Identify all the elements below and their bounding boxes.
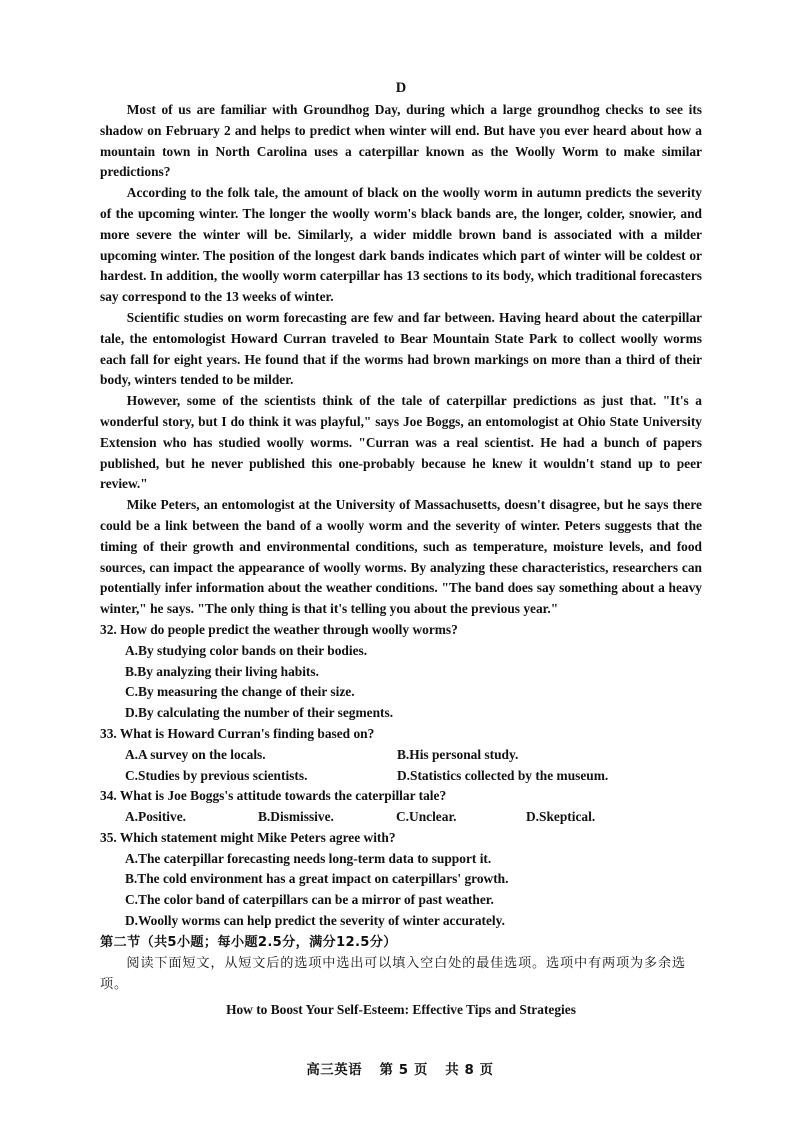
question-stem: 34. What is Joe Boggs's attitude towards the caterpillar tale?	[100, 788, 447, 804]
exam-page	[100, 78, 702, 1020]
passage-paragraph-2: According to the folk tale, the amount of black on the woolly worm in autumn predicts the severity of the upcoming winter. The longer the woolly worm's black bands are, the longer, colder, snowier, and more severe the winter will be. Similarly, a wider middle brown band is associated with a milder upcoming winter. The position of the longest dark bands indicates which part of winter will be coldest or hardest. In addition, the woolly worm caterpillar has 13 sections to its body, which traditional forecasters say correspond to the 13 weeks of winter.	[100, 185, 702, 305]
option-b: B.By analyzing their living habits.	[125, 663, 319, 679]
passage-paragraph-5: Mike Peters, an entomologist at the University of Massachusetts, doesn't disagree, but he says there could be a link between the band of a woolly worm and the severity of winter. Peters suggests that the timing of their growth and environmental conditions, such as temperature, moisture levels, and food sources, can impact the appearance of woolly worms. By analyzing these characteristics, researchers can potentially infer information about the weather conditions. "The band does say something about a heavy winter," he says. "The only thing is that it's telling you about the previous year."	[100, 497, 702, 617]
question-stem: 33. What is Howard Curran's finding based on?	[100, 725, 375, 741]
option-grid	[100, 807, 702, 828]
passage-paragraph-3: Scientific studies on worm forecasting are few and far between. Having heard about the caterpillar tale, the entomologist Howard Curran traveled to Bear Mountain State Park to collect woolly worms each fall for eight years. He found that if the worms had brown markings on more than a third of their body, winters tended to be milder.	[100, 309, 702, 388]
part2-instruction: 阅读下面短文，从短文后的选项中选出可以填入空白处的最佳选项。选项中有两项为多余选项。	[100, 955, 686, 992]
option-a: A.Positive.	[125, 809, 186, 825]
passage-paragraph-4: However, some of the scientists think of the tale of caterpillar predictions as just that. "It's a wonderful story, but I do think it was playful," says Joe Boggs, an entomologist at Ohio State University Extension who has studied woolly worms. "Curran was a real scientist. He had a bunch of papers published, but he never published this one-probably because he knew it wouldn't stand up to peer review."	[100, 393, 702, 492]
question-stem: 32. How do people predict the weather through woolly worms?	[100, 621, 458, 637]
option-b: B.The cold environment has a great impact on caterpillars' growth.	[125, 871, 509, 887]
option-d: D.Woolly worms can help predict the severity of winter accurately.	[125, 913, 505, 929]
option-list	[100, 849, 702, 932]
footer-subject: 高三英语	[306, 1063, 363, 1078]
option-grid	[100, 745, 702, 787]
option-list	[100, 641, 702, 724]
question-stem: 35. Which statement might Mike Peters agree with?	[100, 829, 396, 845]
option-d: D.By calculating the number of their segments.	[125, 705, 394, 721]
option-a: A.A survey on the locals.	[125, 746, 266, 762]
footer-total-pages: 共 8 页	[445, 1063, 494, 1078]
page-footer	[0, 1059, 800, 1078]
option-b: B.His personal study.	[397, 746, 519, 762]
option-d: D.Skeptical.	[526, 809, 596, 825]
option-c: C.Unclear.	[396, 809, 457, 825]
footer-page-number: 第 5 页	[379, 1063, 428, 1078]
option-b: B.Dismissive.	[258, 809, 334, 825]
part2-heading: 第二节（共5小题；每小题2.5分，满分12.5分）	[100, 934, 397, 950]
passage-paragraph-1: Most of us are familiar with Groundhog Day, during which a large groundhog checks to see its shadow on February 2 and helps to predict when winter will end. But have you ever heard about how a mountain town in North Carolina uses a caterpillar known as the Woolly Worm to make similar predictions?	[100, 102, 702, 180]
question-32	[100, 620, 702, 724]
option-a: A.By studying color bands on their bodies.	[125, 642, 368, 658]
option-c: C.Studies by previous scientists.	[125, 767, 308, 783]
option-d: D.Statistics collected by the museum.	[397, 767, 609, 783]
option-a: A.The caterpillar forecasting needs long-term data to support it.	[125, 850, 492, 866]
question-33	[100, 724, 702, 786]
article-title: How to Boost Your Self-Esteem: Effective Tips and Strategies	[226, 1001, 576, 1017]
question-35	[100, 828, 702, 932]
question-34	[100, 786, 702, 828]
section-letter: D	[395, 80, 407, 96]
option-c: C.By measuring the change of their size.	[125, 684, 355, 700]
option-c: C.The color band of caterpillars can be a mirror of past weather.	[125, 892, 494, 908]
